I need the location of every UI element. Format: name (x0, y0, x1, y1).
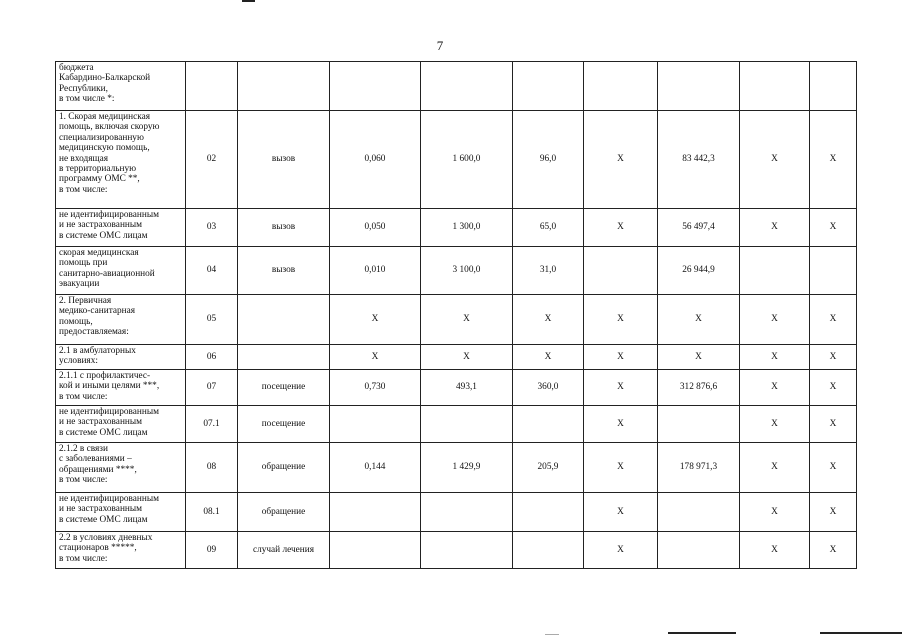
row-label-line: в системе ОМС лицам (59, 514, 148, 525)
scan-mark-bottom-2 (820, 632, 902, 634)
row-label-line: не входящая (59, 153, 109, 164)
row-label-line: обращениями ****, (59, 464, 137, 475)
row-label-line: скорая медицинская (59, 248, 139, 258)
cell-col4 (421, 62, 513, 111)
row-label-line: стационаров *****, (59, 543, 137, 554)
table-row (56, 62, 857, 111)
row-label (56, 295, 186, 345)
cell-col7 (658, 532, 740, 569)
cell-col8: X (740, 295, 810, 345)
row-label (56, 443, 186, 493)
cell-col5: 31,0 (513, 247, 584, 295)
cell-col6: X (584, 370, 658, 406)
row-label-line: медико-санитарная (59, 306, 136, 317)
cell-col3 (330, 62, 421, 111)
row-unit (238, 62, 330, 111)
table-row (56, 493, 857, 532)
row-label-line: не идентифицированным (59, 494, 159, 504)
row-unit: вызов (238, 247, 330, 295)
cell-col9: X (810, 532, 857, 569)
cell-col8: X (740, 406, 810, 443)
row-label-line: в системе ОМС лицам (59, 230, 148, 241)
cell-col3: 0,144 (330, 443, 421, 493)
row-unit: случай лечения (238, 532, 330, 569)
row-label-line: не идентифицированным (59, 407, 159, 417)
cell-col7: 56 497,4 (658, 209, 740, 247)
cell-col4: 493,1 (421, 370, 513, 406)
cell-col7: 83 442,3 (658, 111, 740, 209)
row-code: 08.1 (186, 493, 238, 532)
row-code: 07.1 (186, 406, 238, 443)
row-label-line: помощь при (59, 258, 108, 269)
cell-col9: X (810, 493, 857, 532)
table-row (56, 443, 857, 493)
cell-col6: X (584, 406, 658, 443)
cell-col9 (810, 247, 857, 295)
cell-col7: 312 876,6 (658, 370, 740, 406)
row-label (56, 370, 186, 406)
table-row (56, 247, 857, 295)
row-label-line: 2.1 в амбулаторных (59, 346, 136, 356)
cell-col6: X (584, 111, 658, 209)
row-label (56, 209, 186, 247)
cell-col8 (740, 247, 810, 295)
row-unit: вызов (238, 111, 330, 209)
cell-col3 (330, 532, 421, 569)
row-label-line: программу ОМС **, (59, 174, 140, 185)
cell-col3: 0,060 (330, 111, 421, 209)
row-code: 06 (186, 345, 238, 370)
row-label-line: медицинскую помощь, (59, 143, 150, 154)
row-label-line: 2. Первичная (59, 296, 112, 306)
cell-col8: X (740, 111, 810, 209)
cell-col5 (513, 493, 584, 532)
cell-col3: X (330, 295, 421, 345)
row-label-line: с заболеваниями – (59, 454, 132, 465)
cell-col8: X (740, 370, 810, 406)
cell-col4: X (421, 295, 513, 345)
cell-col9: X (810, 209, 857, 247)
table-row (56, 370, 857, 406)
cell-col7 (658, 62, 740, 111)
row-label-line: и не застрахованным (59, 504, 143, 515)
cell-col6 (584, 62, 658, 111)
row-label-line: специализированную (59, 132, 144, 143)
cell-col3 (330, 493, 421, 532)
table-row (56, 295, 857, 345)
table-row (56, 209, 857, 247)
cell-col7 (658, 406, 740, 443)
cell-col6: X (584, 532, 658, 569)
cell-col6: X (584, 295, 658, 345)
cell-col5: 65,0 (513, 209, 584, 247)
row-label-line: эвакуации (59, 279, 100, 290)
cell-col9 (810, 62, 857, 111)
cell-col4 (421, 406, 513, 443)
row-label-line: 2.2 в условиях дневных (59, 533, 153, 543)
row-label-line: кой и иными целями ***, (59, 381, 160, 392)
row-unit (238, 295, 330, 345)
scan-mark-top (242, 0, 255, 2)
row-unit: обращение (238, 443, 330, 493)
row-unit: вызов (238, 209, 330, 247)
table-row (56, 345, 857, 370)
cell-col9: X (810, 370, 857, 406)
row-label-line: и не застрахованным (59, 417, 143, 428)
row-label-line: в том числе *: (59, 94, 115, 105)
row-code: 02 (186, 111, 238, 209)
cell-col4: 3 100,0 (421, 247, 513, 295)
row-code: 05 (186, 295, 238, 345)
row-label-line: помощь, (59, 316, 93, 327)
row-label-line: в территориальную (59, 164, 137, 175)
cell-col4 (421, 532, 513, 569)
row-label-line: помощь, включая скорую (59, 122, 160, 133)
row-unit: посещение (238, 406, 330, 443)
cell-col8: X (740, 345, 810, 370)
row-label (56, 111, 186, 209)
table-row (56, 111, 857, 209)
cell-col7: 26 944,9 (658, 247, 740, 295)
cell-col8 (740, 62, 810, 111)
cell-col6 (584, 247, 658, 295)
row-label (56, 406, 186, 443)
cell-col6: X (584, 209, 658, 247)
row-code (186, 62, 238, 111)
row-label-line: в том числе: (59, 553, 108, 564)
row-label-line: Кабардино-Балкарской (59, 73, 151, 84)
cell-col3: 0,730 (330, 370, 421, 406)
cell-col4: 1 429,9 (421, 443, 513, 493)
cell-col4: 1 600,0 (421, 111, 513, 209)
cell-col7: X (658, 345, 740, 370)
row-label-line: 2.1.2 в связи (59, 444, 108, 454)
row-label (56, 345, 186, 370)
cell-col9: X (810, 345, 857, 370)
table-row (56, 406, 857, 443)
cell-col7: X (658, 295, 740, 345)
cell-col4: X (421, 345, 513, 370)
data-table (55, 61, 857, 569)
row-code: 08 (186, 443, 238, 493)
scan-mark-bottom-1 (668, 632, 736, 634)
table-row (56, 532, 857, 569)
cell-col4: 1 300,0 (421, 209, 513, 247)
row-code: 07 (186, 370, 238, 406)
row-label-line: в том числе: (59, 391, 108, 402)
page-number: 7 (436, 38, 444, 53)
row-label-line: условиях: (59, 356, 98, 367)
row-code: 03 (186, 209, 238, 247)
cell-col5: 96,0 (513, 111, 584, 209)
row-label-line: санитарно-авиационной (59, 268, 155, 279)
cell-col9: X (810, 406, 857, 443)
cell-col7 (658, 493, 740, 532)
cell-col8: X (740, 209, 810, 247)
row-label-line: в том числе: (59, 184, 108, 195)
row-unit: посещение (238, 370, 330, 406)
row-label (56, 62, 186, 111)
cell-col8: X (740, 493, 810, 532)
row-label-line: и не застрахованным (59, 220, 143, 231)
cell-col3: 0,050 (330, 209, 421, 247)
cell-col5 (513, 532, 584, 569)
scan-mark-bottom-3 (545, 634, 559, 635)
cell-col9: X (810, 443, 857, 493)
cell-col9: X (810, 295, 857, 345)
row-label (56, 247, 186, 295)
row-label-line: Республики, (59, 83, 108, 94)
row-label-line: 1. Скорая медицинская (59, 112, 150, 122)
cell-col3 (330, 406, 421, 443)
row-label-line: предоставляемая: (59, 327, 129, 338)
cell-col5: X (513, 345, 584, 370)
cell-col7: 178 971,3 (658, 443, 740, 493)
row-code: 04 (186, 247, 238, 295)
row-label-line: бюджета (59, 63, 94, 73)
cell-col6: X (584, 345, 658, 370)
cell-col3: 0,010 (330, 247, 421, 295)
row-label-line: в системе ОМС лицам (59, 427, 148, 438)
cell-col9: X (810, 111, 857, 209)
cell-col5 (513, 406, 584, 443)
row-unit: обращение (238, 493, 330, 532)
cell-col5: 205,9 (513, 443, 584, 493)
row-label-line: 2.1.1 с профилактичес- (59, 371, 151, 381)
row-label (56, 532, 186, 569)
cell-col5 (513, 62, 584, 111)
row-label-line: не идентифицированным (59, 210, 159, 220)
cell-col5: X (513, 295, 584, 345)
cell-col8: X (740, 532, 810, 569)
table-body (56, 62, 857, 569)
cell-col8: X (740, 443, 810, 493)
cell-col5: 360,0 (513, 370, 584, 406)
row-label-line: в том числе: (59, 475, 108, 486)
row-code: 09 (186, 532, 238, 569)
cell-col6: X (584, 493, 658, 532)
cell-col3: X (330, 345, 421, 370)
cell-col4 (421, 493, 513, 532)
row-unit (238, 345, 330, 370)
cell-col6: X (584, 443, 658, 493)
row-label (56, 493, 186, 532)
